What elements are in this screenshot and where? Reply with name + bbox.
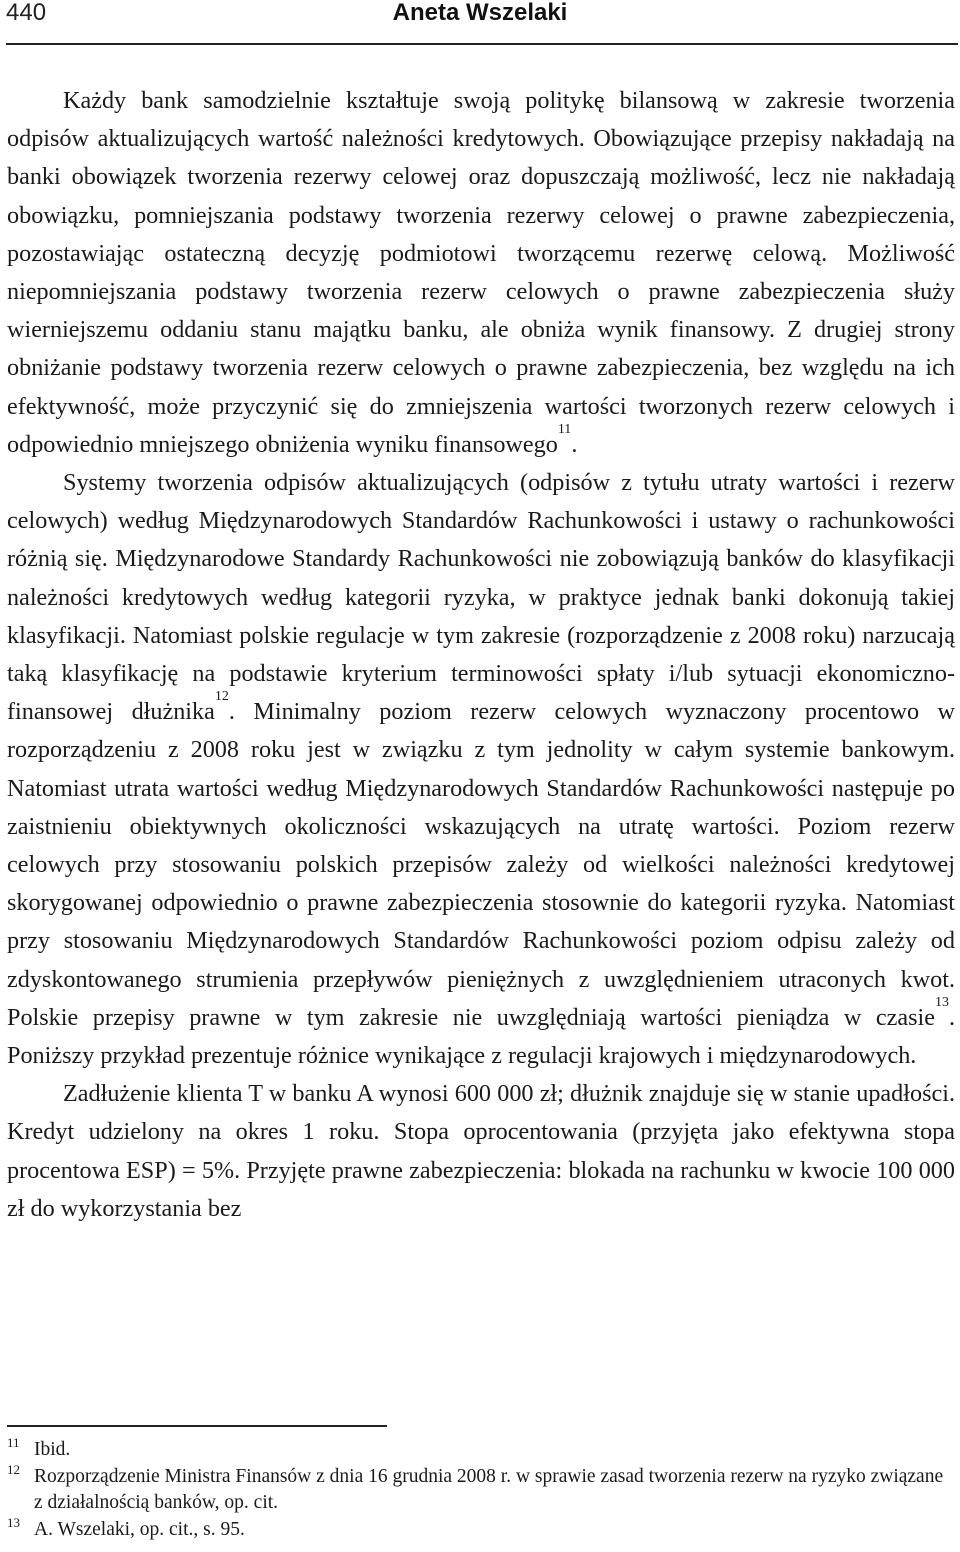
footnote-ref-12: 12	[214, 689, 229, 705]
header-rule	[6, 43, 958, 45]
footnote-11	[7, 1437, 955, 1464]
paragraph-1-end: .	[571, 430, 578, 458]
footnote-text: Ibid.	[34, 1439, 71, 1460]
footnote-ref-13: 13	[934, 994, 949, 1010]
paragraph-1-text: Każdy bank samodzielnie kształtuje swoją politykę bilansową w zakresie tworzenia odpisów aktualizujących wartość należności kredytowych. Obowiązujące przepisy nakładają na banki obowiązek tworzenia rezerwy celowej oraz dopuszczają możliwość, lecz nie nakładają obowiązku, pomniejszania podstawy tworzenia rezerwy celowej o prawne zabezpieczenia, pozostawiając ostateczną decyzję podmiotowi tworzącemu rezerwę celową. Możliwość niepomniejszania podstawy tworzenia rezerw celowych o prawne zabezpieczenia służy wierniejszemu oddaniu stanu majątku banku, ale obniża wynik finansowy. Z drugiej strony obniżanie podstawy tworzenia rezerw celowych o prawne zabezpieczenia, bez względu na ich efektywność, może przyczynić się do zmniejszenia wartości tworzonych rezerw celowych i odpowiednio mniejszego obniżenia wyniku finansowego	[7, 87, 955, 458]
running-head-author: Aneta Wszelaki	[392, 0, 568, 26]
body-text	[7, 82, 955, 1228]
footnote-text: A. Wszelaki, op. cit., s. 95.	[34, 1518, 245, 1540]
paragraph-2	[7, 464, 955, 1075]
paragraph-2-end: . Poniższy przykład prezentuje różnice wynikające z regulacji krajowych i międzynarodowych.	[7, 1003, 955, 1070]
page-header	[0, 0, 960, 46]
footnote-text: Rozporządzenie Ministra Finansów z dnia 16 grudnia 2008 r. w sprawie zasad tworzenia rezerw na ryzyko związane z działalnością banków, op. cit.	[34, 1465, 944, 1513]
footnote-number: 13	[7, 1514, 20, 1530]
footnote-ref-11: 11	[557, 421, 572, 437]
footnote-12	[7, 1461, 955, 1517]
paragraph-1	[7, 82, 955, 464]
footnote-number: 12	[7, 1461, 20, 1477]
footnote-number: 11	[7, 1435, 20, 1450]
paragraph-3: Zadłużenie klienta T w banku A wynosi 600 000 zł; dłużnik znajduje się w stanie upadłości. Kredyt udzielony na okres 1 roku. Stopa oprocentowania (przyjęta jako efektywna stopa procentowa ESP) = 5%. Przyjęte prawne zabezpieczenia: blokada na rachunku w kwocie 100 000 zł do wykorzystania bez	[7, 1080, 955, 1222]
footnotes	[7, 1437, 955, 1543]
footnote-13	[7, 1514, 955, 1544]
paragraph-2-middle: . Minimalny poziom rezerw celowych wyznaczony procentowo w rozporządzeniu z 2008 roku jest w związku z tym jednolity w całym systemie bankowym. Natomiast utrata wartości według Międzynarodowych Standardów Rachunkowości następuje po zaistnieniu obiektywnych okoliczności wskazujących na utratę wartości. Poziom rezerw celowych przy stosowaniu polskich przepisów zależy od wielkości należności kredytowej skorygowanej odpowiednio o prawne zabezpieczenia stosownie do kategorii ryzyka. Natomiast przy stosowaniu Międzynarodowych Standardów Rachunkowości poziom odpisu zależy od zdyskontowanego strumienia przepływów pieniężnych z uwzględnieniem utraconych kwot. Polskie przepisy prawne w tym zakresie nie uwzględniają wartości pieniądza w czasie	[7, 698, 955, 1031]
page-number: 440	[6, 0, 47, 26]
footnote-separator	[7, 1425, 387, 1427]
paragraph-2-text: Systemy tworzenia odpisów aktualizujących (odpisów z tytułu utraty wartości i rezerw celowych) według Międzynarodowych Standardów Rachunkowości i ustawy o rachunkowości różnią się. Międzynarodowe Standardy Rachunkowości nie zobowiązują banków do klasyfikacji należności kredytowych według kategorii ryzyka, w praktyce jednak banki dokonują takiej klasyfikacji. Natomiast polskie regulacje w tym zakresie (rozporządzenie z 2008 roku) narzucają taką klasyfikację na podstawie kryterium terminowości spłaty i/lub sytuacji ekonomiczno-finansowej dłużnika	[7, 469, 955, 726]
